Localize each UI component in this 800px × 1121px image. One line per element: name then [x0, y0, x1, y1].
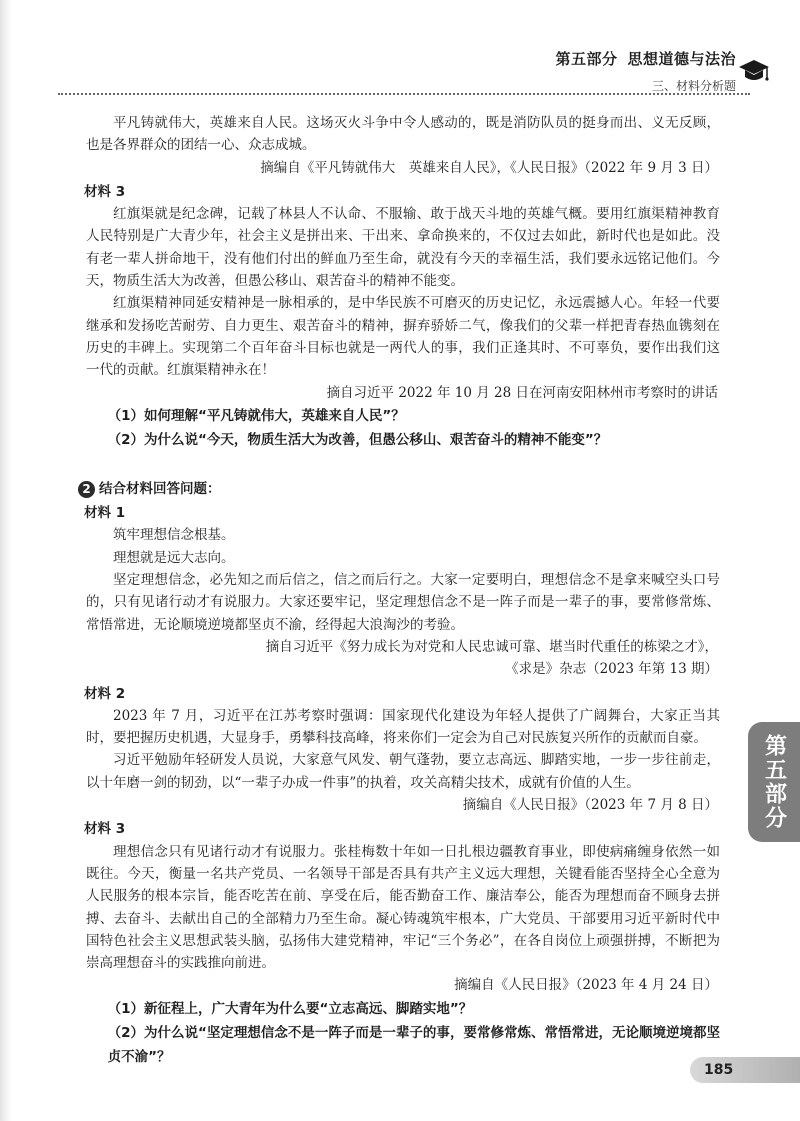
material-3-label: 材料 3 [84, 183, 126, 200]
q2-material-1-label: 材料 1 [84, 505, 126, 522]
page-number: 185 [690, 1057, 800, 1083]
header-divider [58, 93, 750, 95]
question-2-heading [78, 478, 720, 500]
q2-material-1-line-1: 筑牢理想信念根基。 [113, 527, 235, 544]
question-1-2: （2）为什么说“今天，物质生活大为改善，但愚公移山、艰苦奋斗的精神不能变”？ [107, 431, 608, 448]
scan-edge [0, 0, 12, 1121]
q2-material-2-label: 材料 2 [84, 685, 126, 702]
question-2-1: （1）新征程上，广大青年为什么要“立志高远、脚踏实地”？ [107, 1000, 473, 1017]
material-3-paragraph-2: 红旗渠精神同延安精神是一脉相承的，是中华民族不可磨灭的历史记忆，永远震撼人心。年轻一代要继承和发扬吃苦耐劳、自力更生、艰苦奋斗的精神，摒弃骄娇二气，像我们的父辈一样把青春热血镌刻在历史的丰碑上。实现第二个百年奋斗目标也就是一两代人的事，我们正逢其时、不可辜负，要作出我们这一代的贡献。红旗渠精神永在！ [86, 295, 720, 379]
q2-material-2-paragraph-1: 2023 年 7 月，习近平在江苏考察时强调：国家现代化建设为年轻人提供了广阔舞台，大家正当其时，要把握历史机遇，大显身手，勇攀科技高峰，将来你们一定会为自己对民族复兴所作的贡献而自豪。 [86, 707, 720, 747]
page-content [82, 112, 720, 1069]
q2-material-1-paragraph: 坚定理想信念，必先知之而后信之，信之而后行之。大家一定要明白，理想信念不是拿来喊空头口号的，只有见诸行动才有说服力。大家还要牢记，坚定理想信念不是一阵子而是一辈子的事，要常修常炼、常悟常进，无论顺境逆境都坚贞不渝，经得起大浪淘沙的考验。 [86, 572, 720, 633]
q2-material-3-source: 摘编自《人民日报》（2023 年 4 月 24 日） [454, 977, 718, 994]
header-part-label: 第五部分 [555, 50, 618, 68]
q2-material-1-line-2: 理想就是远大志向。 [113, 549, 235, 566]
q2-material-2-paragraph-2: 习近平勉励年轻研发人员说，大家意气风发、朝气蓬勃，要立志高远、脚踏实地，一步一步往前走，以十年磨一剑的韧劲，以“一辈子办成一件事”的执着，攻关高精尖技术，成就有价值的人生。 [86, 752, 720, 791]
q2-material-3-paragraph: 理想信念只有见诸行动才有说服力。张桂梅数十年如一日扎根边疆教育事业，即使病痛缠身依然一如既往。今天，衡量一名共产党员、一名领导干部是否具有共产主义远大理想，关键看能否坚持全心全意为人民服务的根本宗旨，能否吃苦在前、享受在后，能否勤奋工作、廉洁奉公，能否为理想而奋不顾身去拼搏、去奋斗、去献出自己的全部精力乃至生命。凝心铸魂筑牢根本，广大党员、干部要用习近平新时代中国特色社会主义思想武装头脑，弘扬伟大建党精神，牢记“三个务必”，在各自岗位上顽强拼搏，不断把为崇高理想奋斗的实践推向前进。 [86, 843, 720, 972]
side-tab-label: 第五部分 [761, 734, 787, 830]
page-header [555, 48, 736, 94]
question-number-badge: 2 [78, 481, 95, 498]
header-subject: 思想道德与法治 [627, 50, 736, 68]
material-2-source: 摘编自《平凡铸就伟大 英雄来自人民》，《人民日报》（2022 年 9 月 3 日） [260, 159, 718, 176]
q2-material-2-source: 摘编自《人民日报》（2023 年 7 月 8 日） [462, 797, 718, 814]
material-3-source: 摘自习近平 2022 年 10 月 28 日在河南安阳林州市考察时的讲话 [326, 384, 718, 401]
question-2-2: （2）为什么说“坚定理想信念不是一阵子而是一辈子的事，要常修常炼、常悟常进，无论顺境逆境都坚贞不渝”？ [107, 1024, 720, 1065]
q2-material-1-source-1: 摘自习近平《努力成长为对党和人民忠诚可靠、堪当时代重任的栋梁之才》， [265, 638, 718, 655]
q2-material-3-label: 材料 3 [84, 821, 126, 838]
material-2-paragraph: 平凡铸就伟大，英雄来自人民。这场灭火斗争中令人感动的，既是消防队员的挺身而出、义无反顾，也是各界群众的团结一心、众志成城。 [86, 115, 720, 154]
question-2-prompt: 结合材料回答问题： [99, 480, 221, 497]
header-section: 三、材料分析题 [651, 79, 736, 93]
side-section-tab [748, 722, 800, 842]
question-1-1: （1）如何理解“平凡铸就伟大，英雄来自人民”？ [107, 407, 405, 424]
q2-material-1-source-2: 《求是》杂志（2023 年第 13 期） [505, 661, 718, 678]
material-3-paragraph-1: 红旗渠就是纪念碑，记载了林县人不认命、不服输、敢于战天斗地的英雄气概。要用红旗渠精神教育人民特别是广大青少年，社会主义是拼出来、干出来、拿命换来的，不仅过去如此，新时代也是如此。没有老一辈人拼命地干，没有他们付出的鲜血乃至生命，就没有今天的幸福生活，我们要永远铭记他们。今天，物质生活大为改善，但愚公移山、艰苦奋斗的精神不能变。 [86, 206, 720, 290]
graduation-cap-icon [738, 56, 770, 86]
header-part [555, 48, 736, 69]
